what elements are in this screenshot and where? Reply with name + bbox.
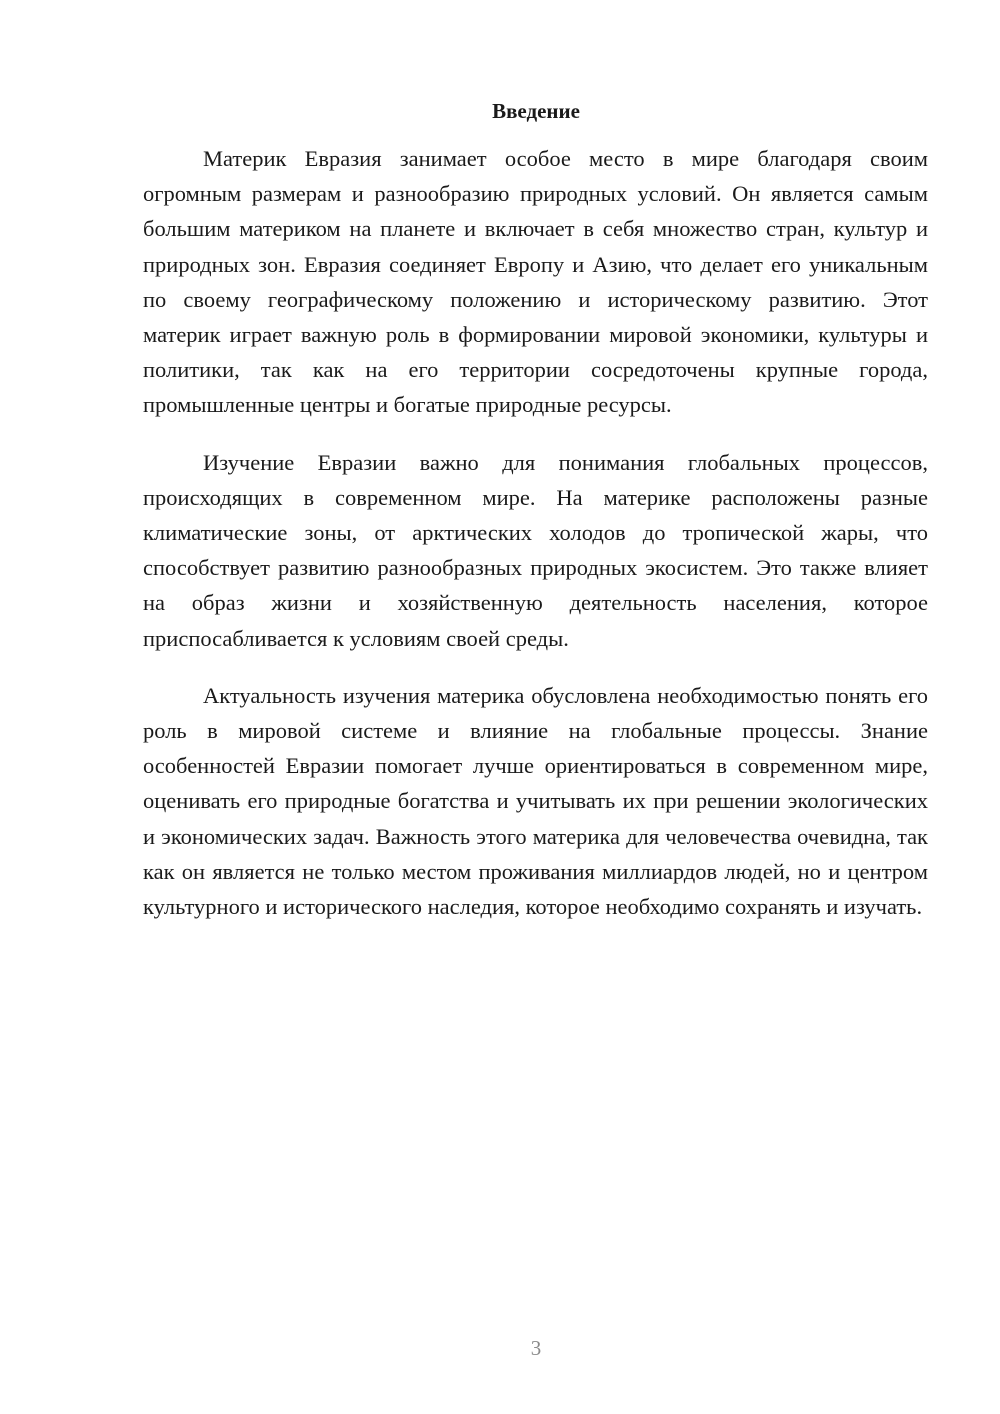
page-title: Введение	[492, 99, 580, 123]
page-number: 3	[530, 1336, 542, 1360]
paragraph-3: Актуальность изучения материка обусловлена необходимостью понять его роль в мировой системе и влияние на глобальные процессы. Знание особенностей Евразии помогает лучше ориентироваться в современном мире, оценивать его природные богатства и учитывать их при решении экологических и экономических задач. Важность этого материка для человечества очевидна, так как он является не только местом проживания миллиардов людей, но и центром культурного и исторического наследия, которое необходимо сохранять и изучать.	[143, 682, 928, 920]
body-text	[143, 141, 928, 946]
paragraph-2: Изучение Евразии важно для понимания глобальных процессов, происходящих в современном мире. На материке расположены разные климатические зоны, от арктических холодов до тропической жары, что способствует развитию разнообразных природных экосистем. Это также влияет на образ жизни и хозяйственную деятельность населения, которое приспосабливается к условиям своей среды.	[143, 449, 928, 651]
paragraph-1: Материк Евразия занимает особое место в мире благодаря своим огромным размерам и разнообразию природных условий. Он является самым большим материком на планете и включает в себя множество стран, культур и природных зон. Евразия соединяет Европу и Азию, что делает его уникальным по своему географическому положению и историческому развитию. Этот материк играет важную роль в формировании мировой экономики, культуры и политики, так как на его территории сосредоточены крупные города, промышленные центры и богатые природные ресурсы.	[143, 146, 928, 418]
